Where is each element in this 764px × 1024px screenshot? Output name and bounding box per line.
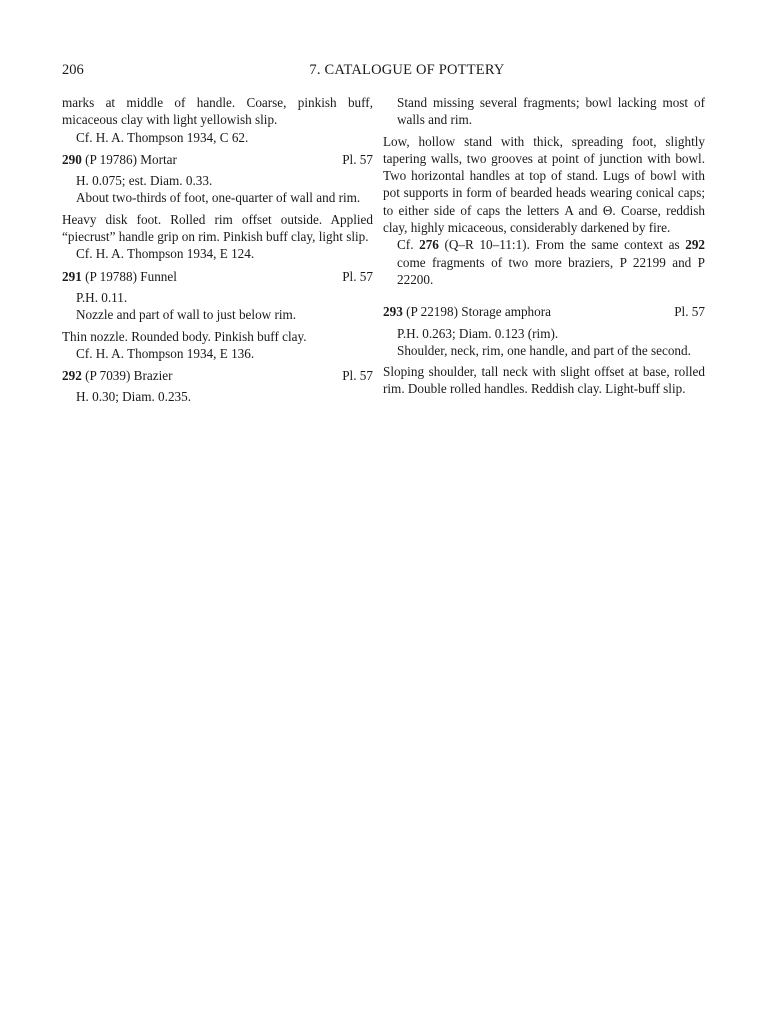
entry-dimensions: H. 0.30; Diam. 0.235.	[76, 389, 192, 405]
entry-plate: Pl. 57	[342, 268, 373, 284]
entry-description: Heavy disk foot. Rolled rim offset outside. Applied “piecrust” handle grip on rim. Pinkish buff clay, light slip.	[62, 211, 373, 245]
entry-cf: Cf. H. A. Thompson 1934, E 136.	[76, 345, 255, 361]
entry-heading	[383, 303, 705, 320]
catalogue-entry-292	[62, 367, 373, 406]
cf-prefix: Cf.	[397, 237, 414, 253]
entry-plate: Pl. 57	[342, 151, 373, 167]
entry-number: 290	[62, 151, 82, 167]
entry-plate: Pl. 57	[342, 368, 373, 384]
catalogue-entry-290	[62, 151, 373, 263]
catalogue-entry-291	[62, 268, 373, 362]
entry-inventory: (P 19788) Funnel	[85, 268, 177, 284]
cf-ref-292: 292	[685, 237, 705, 253]
entry-heading	[62, 367, 373, 384]
entry-292-cf	[383, 236, 705, 288]
entry-number: 292	[62, 368, 82, 384]
entry-preservation: Nozzle and part of wall to just below rim.	[76, 307, 297, 323]
left-column	[62, 94, 373, 406]
entry-preservation: About two-thirds of foot, one-quarter of wall and rim.	[76, 190, 361, 206]
continuation-text: marks at middle of handle. Coarse, pinkish buff, micaceous clay with light yellowish slip.	[62, 95, 373, 128]
entry-292-preservation: Stand missing several fragments; bowl lacking most of walls and rim.	[397, 95, 705, 128]
entry-description: Sloping shoulder, tall neck with slight offset at base, rolled rim. Double rolled handles. Reddish clay. Light-buff slip.	[383, 364, 705, 397]
catalogue-entry-293	[383, 303, 705, 397]
entry-292-description: Low, hollow stand with thick, spreading foot, slightly tapering walls, two grooves at point of junction with bowl. Two horizontal handles at top of stand. Lugs of bowl with pot supports in form of bearded heads wearing conical caps; to either side of caps the letters Α and Θ. Coarse, reddish clay, highly micaceous, considerably darkened by fire.	[383, 133, 705, 236]
entry-inventory: (P 19786) Mortar	[85, 151, 177, 167]
entry-description: Thin nozzle. Rounded body. Pinkish buff clay.	[62, 328, 307, 344]
entry-dimensions: H. 0.075; est. Diam. 0.33.	[76, 173, 213, 189]
right-column	[383, 94, 705, 398]
cf-text-2: come fragments of two more braziers, P 22199 and P 22200.	[397, 254, 705, 287]
cf-text: (Q–R 10–11:1). From the same context as	[444, 237, 680, 253]
entry-number: 293	[383, 304, 403, 320]
entry-inventory: (P 22198) Storage amphora	[406, 304, 551, 320]
entry-heading	[62, 151, 373, 168]
entry-inventory: (P 7039) Brazier	[85, 368, 173, 384]
entry-heading	[62, 268, 373, 285]
entry-dimensions: P.H. 0.11.	[76, 289, 128, 305]
page-number: 206	[62, 62, 84, 78]
running-title: 7. CATALOGUE OF POTTERY	[309, 62, 505, 78]
cf-ref-276: 276	[419, 237, 439, 253]
entry-number: 291	[62, 268, 82, 284]
entry-dimensions: P.H. 0.263; Diam. 0.123 (rim).	[397, 325, 559, 341]
entry-cf: Cf. H. A. Thompson 1934, E 124.	[76, 246, 255, 262]
continuation-cf: Cf. H. A. Thompson 1934, C 62.	[76, 129, 249, 145]
entry-preservation: Shoulder, neck, rim, one handle, and part of the second.	[397, 342, 691, 358]
entry-plate: Pl. 57	[674, 304, 705, 320]
